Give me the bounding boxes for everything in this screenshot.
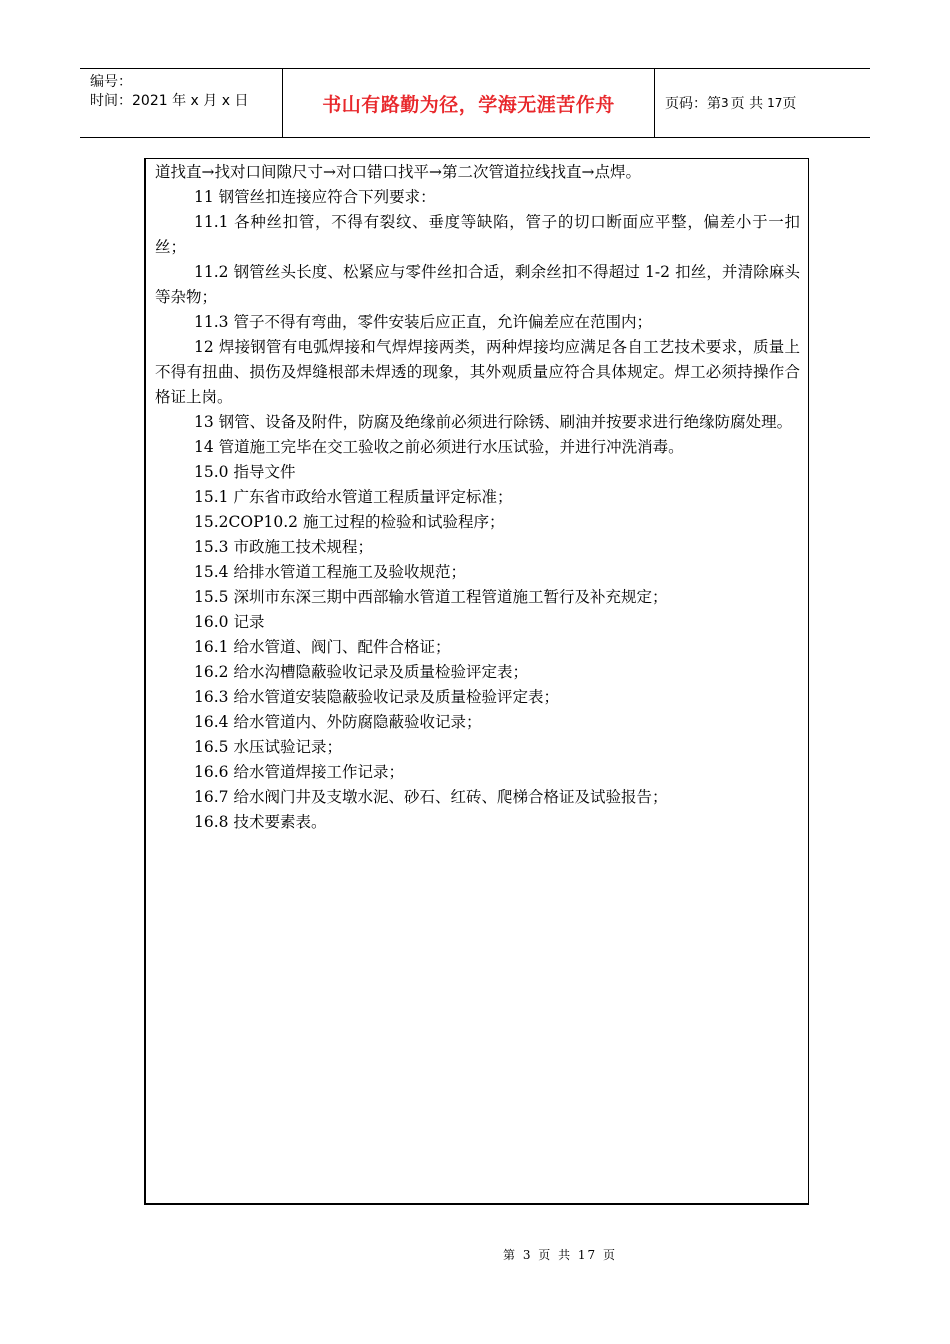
body-line: 14 管道施工完毕在交工验收之前必须进行水压试验，并进行冲洗消毒。 [194, 438, 684, 456]
header-meta [80, 69, 282, 137]
body-line: 16.2 给水沟槽隐蔽验收记录及质量检验评定表； [194, 663, 528, 681]
serial-label: 编号： [90, 74, 132, 90]
time-label: 时间：2021 年 x 月 x 日 [90, 93, 249, 109]
page-suffix: 页 [782, 96, 797, 112]
body-line: 15.0 指导文件 [194, 463, 296, 481]
body-line: 道找直→找对口间隙尺寸→对口错口找平→第二次管道拉线找直→点焊。 [155, 163, 641, 181]
page-footer: 第 3 页 共 17 页 [503, 1248, 617, 1262]
page-prefix: 页码：第 [665, 96, 721, 112]
body-line: 16.1 给水管道、阀门、配件合格证； [194, 638, 451, 656]
body-line: 15.5 深圳市东深三期中西部输水管道工程管道施工暂行及补充规定； [194, 588, 668, 606]
motto-text: 书山有路勤为径，学海无涯苦作舟 [322, 93, 615, 116]
body-line: 11.3 管子不得有弯曲，零件安装后应正直，允许偏差应在范围内； [194, 313, 652, 331]
page-current: 3 [721, 96, 729, 110]
body-line: 15.2COP10.2 施工过程的检验和试验程序； [194, 513, 505, 531]
body-line: 11.2 钢管丝头长度、松紧应与零件丝扣合适，剩余丝扣不得超过 1-2 扣丝，并清除麻头等杂物； [155, 263, 800, 306]
page-header [80, 68, 870, 138]
body-line: 15.3 市政施工技术规程； [194, 538, 373, 556]
body-line: 12 焊接钢管有电弧焊接和气焊焊接两类，两种焊接均应满足各自工艺技术要求，质量上不得有扭曲、损伤及焊缝根部未焊透的现象，其外观质量应符合具体规定。焊工必须持操作合格证上岗。 [155, 338, 800, 406]
header-page-info [655, 69, 870, 137]
body-line: 16.3 给水管道安装隐蔽验收记录及质量检验评定表； [194, 688, 559, 706]
body-line: 16.4 给水管道内、外防腐隐蔽验收记录； [194, 713, 482, 731]
body-line: 15.4 给排水管道工程施工及验收规范； [194, 563, 466, 581]
body-line: 16.0 记录 [194, 613, 265, 631]
body-line: 16.5 水压试验记录； [194, 738, 342, 756]
header-motto-cell [282, 69, 655, 137]
body-line: 15.1 广东省市政给水管道工程质量评定标准； [194, 488, 513, 506]
body-line: 11 钢管丝扣连接应符合下列要求： [194, 188, 436, 206]
body-line: 16.7 给水阀门井及支墩水泥、砂石、红砖、爬梯合格证及试验报告； [194, 788, 668, 806]
page-mid: 页 共 [730, 96, 764, 112]
body-line: 16.8 技术要素表。 [194, 813, 327, 831]
page-total: 17 [767, 96, 783, 110]
content-box [144, 158, 809, 1205]
body-line: 16.6 给水管道焊接工作记录； [194, 763, 404, 781]
body-line: 11.1 各种丝扣管，不得有裂纹、垂度等缺陷，管子的切口断面应平整，偏差小于一扣丝； [155, 213, 800, 256]
body-line: 13 钢管、设备及附件，防腐及绝缘前必须进行除锈、刷油并按要求进行绝缘防腐处理。 [194, 413, 793, 431]
